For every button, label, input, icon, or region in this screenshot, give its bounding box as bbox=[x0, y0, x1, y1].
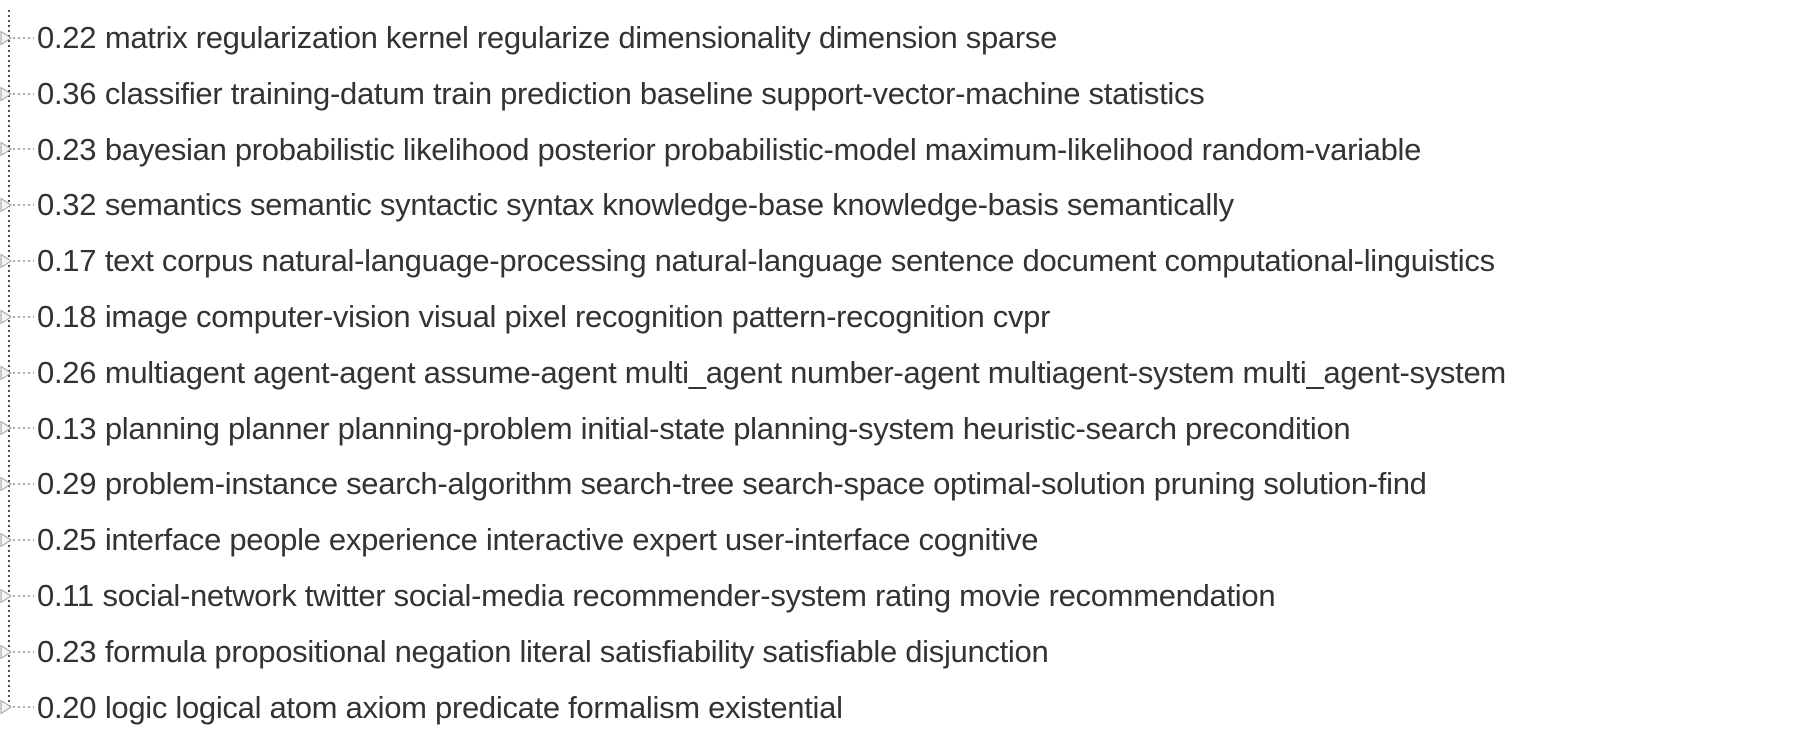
topic-weight: 0.36 bbox=[37, 75, 97, 111]
tree-node-label[interactable] bbox=[37, 456, 1427, 512]
topic-terms: classifier training-datum train prediction baseline support-vector-machine statistics bbox=[104, 75, 1205, 111]
tree-node-row[interactable] bbox=[0, 122, 1801, 178]
topic-terms: semantics semantic syntactic syntax knowledge-base knowledge-basis semantically bbox=[104, 187, 1234, 223]
tree-node-row[interactable] bbox=[0, 624, 1801, 680]
tree-node-label[interactable] bbox=[37, 233, 1495, 289]
disclosure-triangle-icon[interactable] bbox=[0, 253, 12, 269]
tree-node-row[interactable] bbox=[0, 401, 1801, 457]
tree-node-label[interactable] bbox=[37, 624, 1048, 680]
tree-branch-dotted-line bbox=[13, 372, 34, 374]
tree-node-label[interactable] bbox=[37, 680, 843, 736]
tree-branch-dotted-line bbox=[13, 93, 34, 95]
topic-weight: 0.20 bbox=[37, 689, 97, 725]
disclosure-triangle-icon[interactable] bbox=[0, 699, 12, 715]
disclosure-triangle-icon[interactable] bbox=[0, 197, 12, 213]
tree-node-row[interactable] bbox=[0, 345, 1801, 401]
disclosure-triangle-icon[interactable] bbox=[0, 420, 12, 436]
tree-branch-dotted-line bbox=[13, 706, 34, 708]
topic-weight: 0.26 bbox=[37, 354, 97, 390]
tree-branch-dotted-line bbox=[13, 260, 34, 262]
topic-weight: 0.18 bbox=[37, 298, 97, 334]
tree-node-label[interactable] bbox=[37, 512, 1038, 568]
tree-node-label[interactable] bbox=[37, 122, 1421, 178]
tree-branch-dotted-line bbox=[13, 427, 34, 429]
topic-terms: multiagent agent-agent assume-agent multi_agent number-agent multiagent-system multi_agent-system bbox=[104, 354, 1506, 390]
topic-weight: 0.11 bbox=[37, 577, 94, 613]
tree-rows-container bbox=[0, 10, 1801, 735]
topic-terms: logic logical atom axiom predicate formalism existential bbox=[104, 689, 843, 725]
tree-branch-dotted-line bbox=[13, 37, 34, 39]
tree-node-label[interactable] bbox=[37, 66, 1204, 122]
disclosure-triangle-icon[interactable] bbox=[0, 365, 12, 381]
topic-weight: 0.17 bbox=[37, 243, 97, 279]
tree-node-row[interactable] bbox=[0, 568, 1801, 624]
tree-node-label[interactable] bbox=[37, 177, 1234, 233]
tree-branch-dotted-line bbox=[13, 651, 34, 653]
topic-weight: 0.13 bbox=[37, 410, 97, 446]
topic-terms: planning planner planning-problem initial-state planning-system heuristic-search precondition bbox=[104, 410, 1351, 446]
topic-weight: 0.25 bbox=[37, 522, 97, 558]
topic-weight: 0.23 bbox=[37, 633, 97, 669]
disclosure-triangle-icon[interactable] bbox=[0, 588, 12, 604]
disclosure-triangle-icon[interactable] bbox=[0, 309, 12, 325]
topic-terms: text corpus natural-language-processing natural-language sentence document computational-linguistics bbox=[104, 243, 1495, 279]
topic-terms: social-network twitter social-media recommender-system rating movie recommendation bbox=[102, 577, 1276, 613]
tree-branch-dotted-line bbox=[13, 483, 34, 485]
tree-node-row[interactable] bbox=[0, 680, 1801, 736]
tree-branch-dotted-line bbox=[13, 539, 34, 541]
topic-weight: 0.32 bbox=[37, 187, 97, 223]
disclosure-triangle-icon[interactable] bbox=[0, 644, 12, 660]
tree-branch-dotted-line bbox=[13, 204, 34, 206]
disclosure-triangle-icon[interactable] bbox=[0, 476, 12, 492]
topic-terms: interface people experience interactive expert user-interface cognitive bbox=[104, 522, 1039, 558]
tree-node-label[interactable] bbox=[37, 568, 1275, 624]
disclosure-triangle-icon[interactable] bbox=[0, 30, 12, 46]
tree-node-row[interactable] bbox=[0, 456, 1801, 512]
disclosure-triangle-icon[interactable] bbox=[0, 86, 12, 102]
tree-branch-dotted-line bbox=[13, 316, 34, 318]
tree-node-row[interactable] bbox=[0, 177, 1801, 233]
topic-terms: bayesian probabilistic likelihood posterior probabilistic-model maximum-likelihood random-variable bbox=[104, 131, 1422, 167]
tree-node-label[interactable] bbox=[37, 10, 1057, 66]
topic-weight: 0.22 bbox=[37, 20, 97, 55]
topic-terms: problem-instance search-algorithm search-tree search-space optimal-solution pruning solution-find bbox=[104, 466, 1427, 502]
topic-weight: 0.29 bbox=[37, 466, 97, 502]
tree-node-row[interactable] bbox=[0, 512, 1801, 568]
disclosure-triangle-icon[interactable] bbox=[0, 532, 12, 548]
topic-terms: matrix regularization kernel regularize dimensionality dimension sparse bbox=[104, 20, 1058, 55]
tree-branch-dotted-line bbox=[13, 595, 34, 597]
tree-node-label[interactable] bbox=[37, 401, 1350, 457]
topic-weight: 0.23 bbox=[37, 131, 97, 167]
tree-node-row[interactable] bbox=[0, 66, 1801, 122]
tree-node-row[interactable] bbox=[0, 233, 1801, 289]
tree-node-row[interactable] bbox=[0, 289, 1801, 345]
topic-terms: formula propositional negation literal satisfiability satisfiable disjunction bbox=[104, 633, 1049, 669]
tree-node-row[interactable] bbox=[0, 10, 1801, 66]
topic-terms: image computer-vision visual pixel recognition pattern-recognition cvpr bbox=[104, 298, 1051, 334]
disclosure-triangle-icon[interactable] bbox=[0, 141, 12, 157]
tree-node-label[interactable] bbox=[37, 345, 1506, 401]
tree-node-label[interactable] bbox=[37, 289, 1050, 345]
tree-branch-dotted-line bbox=[13, 148, 34, 150]
